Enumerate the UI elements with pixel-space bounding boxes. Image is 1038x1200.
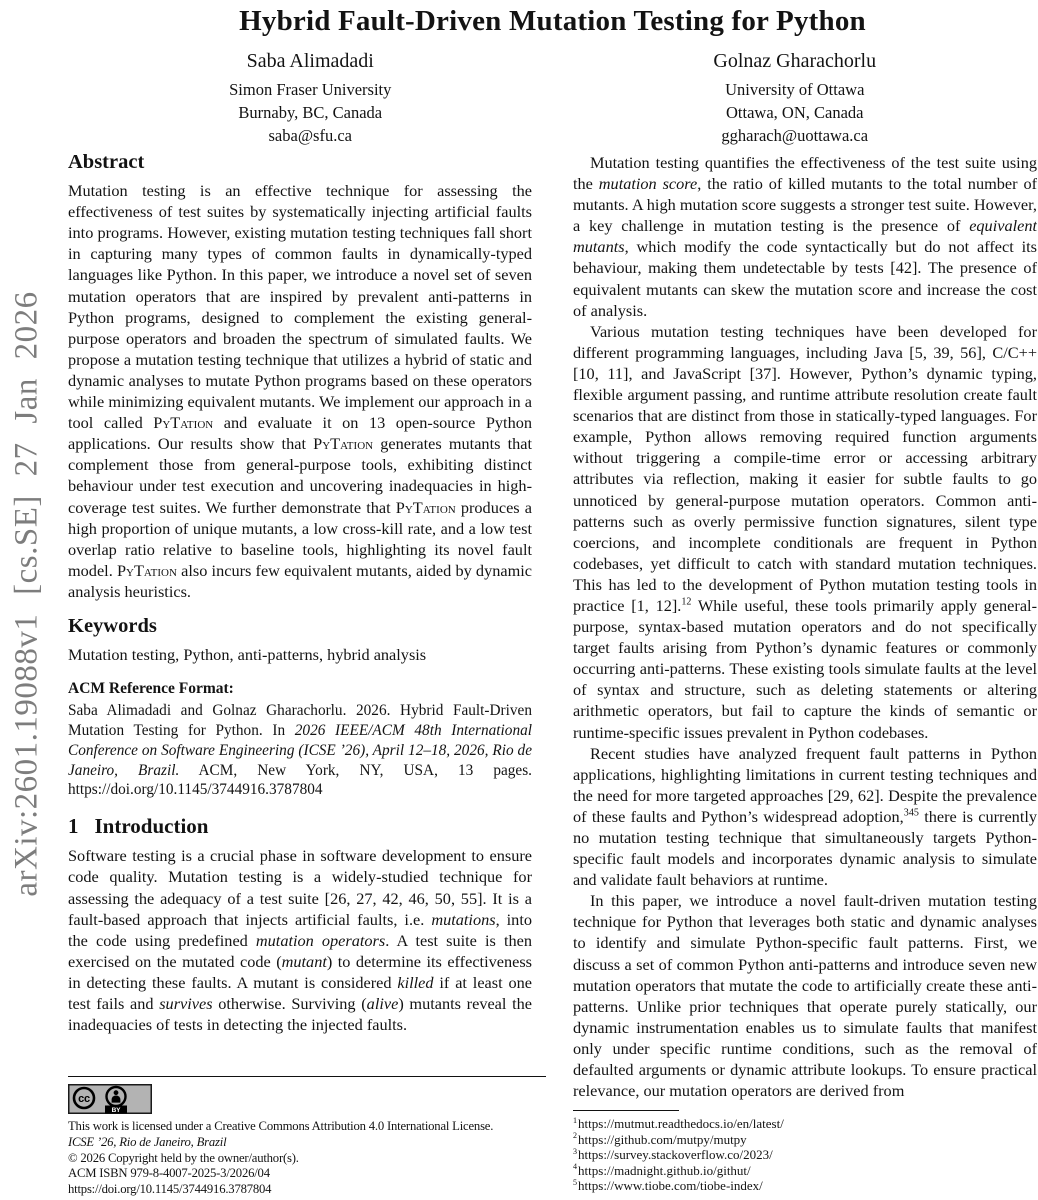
acm-reference-text: Saba Alimadadi and Golnaz Gharachorlu. 2026. Hybrid Fault-Driven Mutation Testing for Python. In 2026 IEEE/ACM 48th International Conference on Software Engineering (ICSE ’26), April 12–18, 2026, Rio de Janeiro, Brazil. ACM, New York, NY, USA, 13 pages. https://doi.org/10.1145/3744916.3787804 xyxy=(68,702,532,799)
keywords-heading: Keywords xyxy=(68,614,157,637)
author-1-city: Burnaby, BC, Canada xyxy=(238,103,383,122)
license-text: This work is licensed under a Creative Commons Attribution 4.0 International License. xyxy=(68,1119,494,1133)
author-block xyxy=(68,50,1037,147)
footnote-4-link[interactable]: https://madnight.github.io/githut/ xyxy=(578,1162,751,1178)
footnote-separator xyxy=(573,1110,679,1111)
footnote-5-link[interactable]: https://www.tiobe.com/tiobe-index/ xyxy=(578,1178,763,1193)
section-title: Introduction xyxy=(94,814,209,839)
author-2-affiliation: University of Ottawa xyxy=(725,80,865,99)
author-2-name: Golnaz Gharachorlu xyxy=(713,50,877,72)
footnote-5-marker: 5 xyxy=(573,1177,578,1187)
cc-by-badge[interactable] xyxy=(68,1084,152,1114)
author-1 xyxy=(68,50,553,147)
author-2 xyxy=(553,50,1038,147)
copyright-line: © 2026 Copyright held by the owner/author(s). xyxy=(68,1150,299,1165)
footnote-4 xyxy=(573,1163,1037,1179)
footnote-3-marker: 3 xyxy=(573,1146,578,1156)
introduction-paragraph: Software testing is a crucial phase in software development to ensure code quality. Mutation testing is a widely-studied technique for assessing the adequacy of a test suite [26, 27, 42, 46, 50, 55]. It is a fault-based approach that injects artificial faults, i.e. mutations, into the code using predefined mutation operators. A test suite is then exercised on the mutated code (mutant) to determine its effectiveness in detecting these faults. A mutant is considered killed if at least one test fails and survives otherwise. Surviving (alive) mutants reveal the inadequacies of tests in detecting the injected faults. xyxy=(68,846,532,1035)
right-column xyxy=(573,152,1037,1108)
body-paragraph-1: Mutation testing quantifies the effectiveness of the test suite using the mutation score, the ratio of killed mutants to the total number of mutants. A high mutation score suggests a stronger test suite. However, a key challenge in mutation testing is the presence of equivalent mutants, which modify the code syntactically but do not affect its behaviour, making them undetectable by tests [42]. The presence of equivalent mutants can skew the mutation score and increase the cost of analysis. xyxy=(573,153,1037,320)
footnote-1 xyxy=(573,1116,1037,1132)
introduction-heading xyxy=(68,816,532,837)
author-1-email: saba@sfu.ca xyxy=(268,126,352,145)
body-paragraph-3: Recent studies have analyzed frequent fault patterns in Python applications, highlighting limitations in current testing techniques and the need for more targeted approaches [29, 62]. Despite the prevalence of these faults and Python’s widespread adoption,$^{345}$ there is currently no mutation testing technique that simultaneously targets Python-specific fault models and incorporates dynamic analysis to simulate and validate fault behaviors at runtime. xyxy=(573,743,1037,890)
body-paragraph-4: In this paper, we introduce a novel fault-driven mutation testing technique for Python that leverages both static and dynamic analyses to identify and simulate Python-specific fault patterns. First, we discuss a set of common Python anti-patterns and introduce seven new mutation operators that mutate the code to artificially create these anti-patterns. Unlike prior techniques that operate purely statically, our dynamic instrumentation enables us to simulate faults that manifest only under specific runtime conditions, such as the removal of defaulted arguments or dynamic attribute lookups. To ensure practical relevance, our mutation operators are derived from xyxy=(573,891,1037,1101)
footnote-1-link[interactable]: https://mutmut.readthedocs.io/en/latest/ xyxy=(578,1116,784,1131)
footnote-3 xyxy=(573,1147,1037,1163)
acm-reference-heading: ACM Reference Format: xyxy=(68,680,234,698)
left-column xyxy=(68,152,532,1076)
footnote-block xyxy=(573,1110,1037,1194)
svg-text:cc: cc xyxy=(78,1093,90,1105)
footnote-2-marker: 2 xyxy=(573,1131,578,1141)
author-2-city: Ottawa, ON, Canada xyxy=(726,103,864,122)
license-separator xyxy=(68,1076,546,1077)
by-person-icon xyxy=(105,1087,127,1114)
abstract-heading: Abstract xyxy=(68,152,145,173)
footnote-4-marker: 4 xyxy=(573,1162,578,1172)
isbn-line: ACM ISBN 979-8-4007-2025-3/2026/04 xyxy=(68,1166,270,1181)
footnote-5 xyxy=(573,1178,1037,1194)
author-1-affiliation: Simon Fraser University xyxy=(229,80,392,99)
keywords-text: Mutation testing, Python, anti-patterns, hybrid analysis xyxy=(68,645,427,665)
author-2-email: ggharach@uottawa.ca xyxy=(721,126,869,145)
conference-line: ICSE ’26, Rio de Janeiro, Brazil xyxy=(68,1134,227,1149)
footnote-1-marker: 1 xyxy=(573,1115,578,1125)
license-block xyxy=(68,1076,546,1198)
section-number: 1 xyxy=(68,814,79,839)
svg-text:BY: BY xyxy=(111,1107,121,1114)
abstract-paragraph: Mutation testing is an effective technique for assessing the effectiveness of test suites by systematically injecting artificial faults into programs. However, existing mutation testing techniques fall short in capturing many types of common faults in dynamically-typed languages like Python. In this paper, we introduce a novel set of seven mutation operators that are inspired by prevalent anti-patterns in Python programs, designed to complement the existing general-purpose operators and broaden the spectrum of simulated faults. We propose a mutation testing technique that utilizes a hybrid of static and dynamic analyses to mutate Python programs based on these operators while minimizing equivalent mutants. We implement our approach in a tool called PyTation and evaluate it on 13 open-source Python applications. Our results show that PyTation generates mutants that complement those from general-purpose tools, exhibiting distinct behaviour under test execution and uncovering inadequacies in high-coverage test suites. We further demonstrate that PyTation produces a high proportion of unique mutants, a low cross-kill rate, and a low test overlap ratio relative to baseline tools, highlighting its novel fault model. PyTation also incurs few equivalent mutants, aided by dynamic analysis heuristics. xyxy=(68,181,532,601)
author-1-name: Saba Alimadadi xyxy=(246,50,374,72)
arxiv-watermark: arXiv:2601.19088v1 [cs.SE] 27 Jan 2026 xyxy=(8,291,45,897)
page-title: Hybrid Fault-Driven Mutation Testing for Python xyxy=(239,5,866,37)
body-paragraph-2: Various mutation testing techniques have been developed for different programming languages, including Java [5, 39, 56], C/C++ [10, 11], and JavaScript [37]. However, Python’s dynamic typing, flexible argument passing, and runtime attribute resolution create fault scenarios that are distinct from those in statically-typed languages. For example, Python allows removing required function arguments without triggering a compile-time error or accessing arbitrary attributes via reflection, making it easier for subtle faults to go unnoticed by general-purpose mutation operators. Common anti-patterns such as overly permissive function signatures, silent type coercions, and incomplete conditionals are frequent in Python codebases, yet difficult to catch with standard mutation techniques. This has led to the development of Python mutation testing tools in practice [1, 12].$^{12}$ While useful, these tools primarily apply general-purpose, syntax-based mutation operators and do not specifically target faults arising from Python’s dynamic features or commonly occurring anti-patterns. These existing tools simulate faults at the level of syntax and structure, such as deleting statements or altering arithmetic operators, but fail to capture the kinds of semantic or runtime-specific issues prevalent in Python codebases. xyxy=(573,321,1037,742)
footnote-2 xyxy=(573,1132,1037,1148)
footnote-2-link[interactable]: https://github.com/mutpy/mutpy xyxy=(578,1131,747,1147)
footnote-3-link[interactable]: https://survey.stackoverflow.co/2023/ xyxy=(578,1147,773,1162)
doi-link[interactable]: https://doi.org/10.1145/3744916.3787804 xyxy=(68,1182,272,1197)
